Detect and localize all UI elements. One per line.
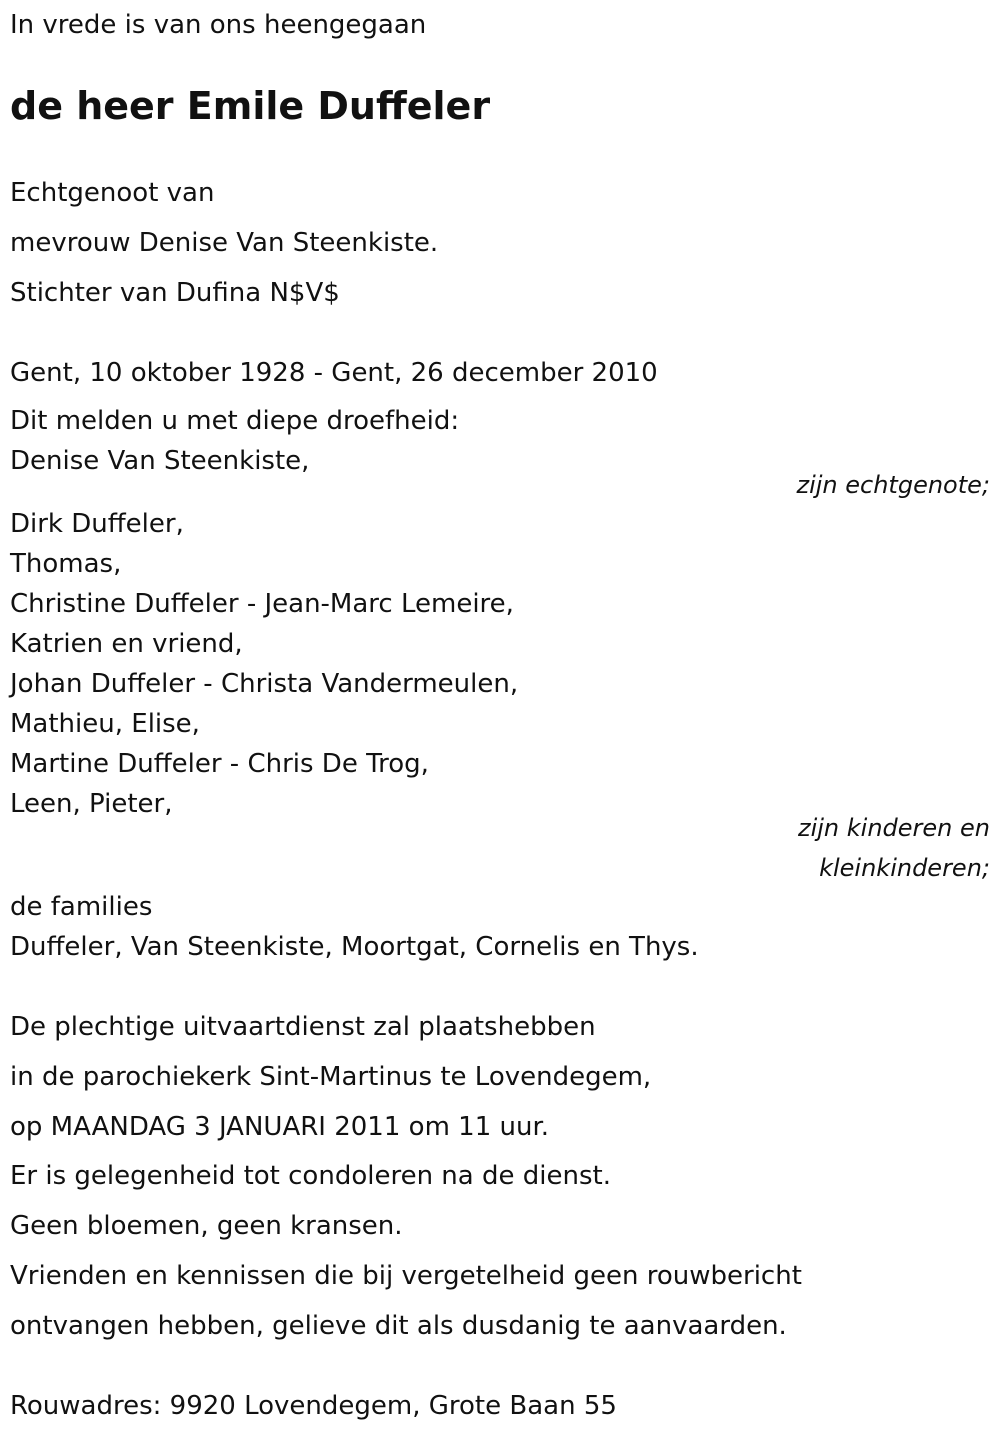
spouse-mourner: Denise Van Steenkiste, <box>10 446 310 476</box>
list-item: Christine Duffeler - Jean-Marc Lemeire, <box>10 589 514 619</box>
service-line: ontvangen hebben, gelieve dit als dusdanig te aanvaarden. <box>10 1311 787 1341</box>
list-item: Katrien en vriend, <box>10 629 243 659</box>
deceased-name: de heer Emile Duffeler <box>10 84 491 128</box>
list-item: Johan Duffeler - Christa Vandermeulen, <box>10 669 519 699</box>
service-line: op MAANDAG 3 JANUARI 2011 om 11 uur. <box>10 1112 550 1142</box>
announcement-line: Dit melden u met diepe droefheid: <box>10 406 460 436</box>
families-names: Duffeler, Van Steenkiste, Moortgat, Cornelis en Thys. <box>10 932 699 962</box>
founder-line: Stichter van Dufina N$V$ <box>10 278 340 308</box>
service-line: Geen bloemen, geen kransen. <box>10 1211 403 1241</box>
list-item: Martine Duffeler - Chris De Trog, <box>10 749 429 779</box>
service-line: Er is gelegenheid tot condoleren na de dienst. <box>10 1161 611 1191</box>
service-line: in de parochiekerk Sint-Martinus te Lovendegem, <box>10 1062 652 1092</box>
service-line: Vrienden en kennissen die bij vergetelheid geen rouwbericht <box>10 1261 802 1291</box>
service-line: De plechtige uitvaartdienst zal plaatshebben <box>10 1012 596 1042</box>
mourning-address: Rouwadres: 9920 Lovendegem, Grote Baan 55 <box>10 1391 617 1421</box>
spouse-of-line: Echtgenoot van <box>10 178 215 208</box>
spouse-role: zijn echtgenote; <box>796 471 990 499</box>
children-role-line-2: kleinkinderen; <box>819 854 990 882</box>
list-item: Dirk Duffeler, <box>10 509 184 539</box>
intro-text: In vrede is van ons heengegaan <box>10 10 427 40</box>
list-item: Leen, Pieter, <box>10 789 173 819</box>
children-role-line-1: zijn kinderen en <box>798 814 990 842</box>
spouse-name-line: mevrouw Denise Van Steenkiste. <box>10 228 439 258</box>
list-item: Thomas, <box>10 549 122 579</box>
families-label: de families <box>10 892 153 922</box>
list-item: Mathieu, Elise, <box>10 709 200 739</box>
life-dates: Gent, 10 oktober 1928 - Gent, 26 december 2010 <box>10 358 658 388</box>
